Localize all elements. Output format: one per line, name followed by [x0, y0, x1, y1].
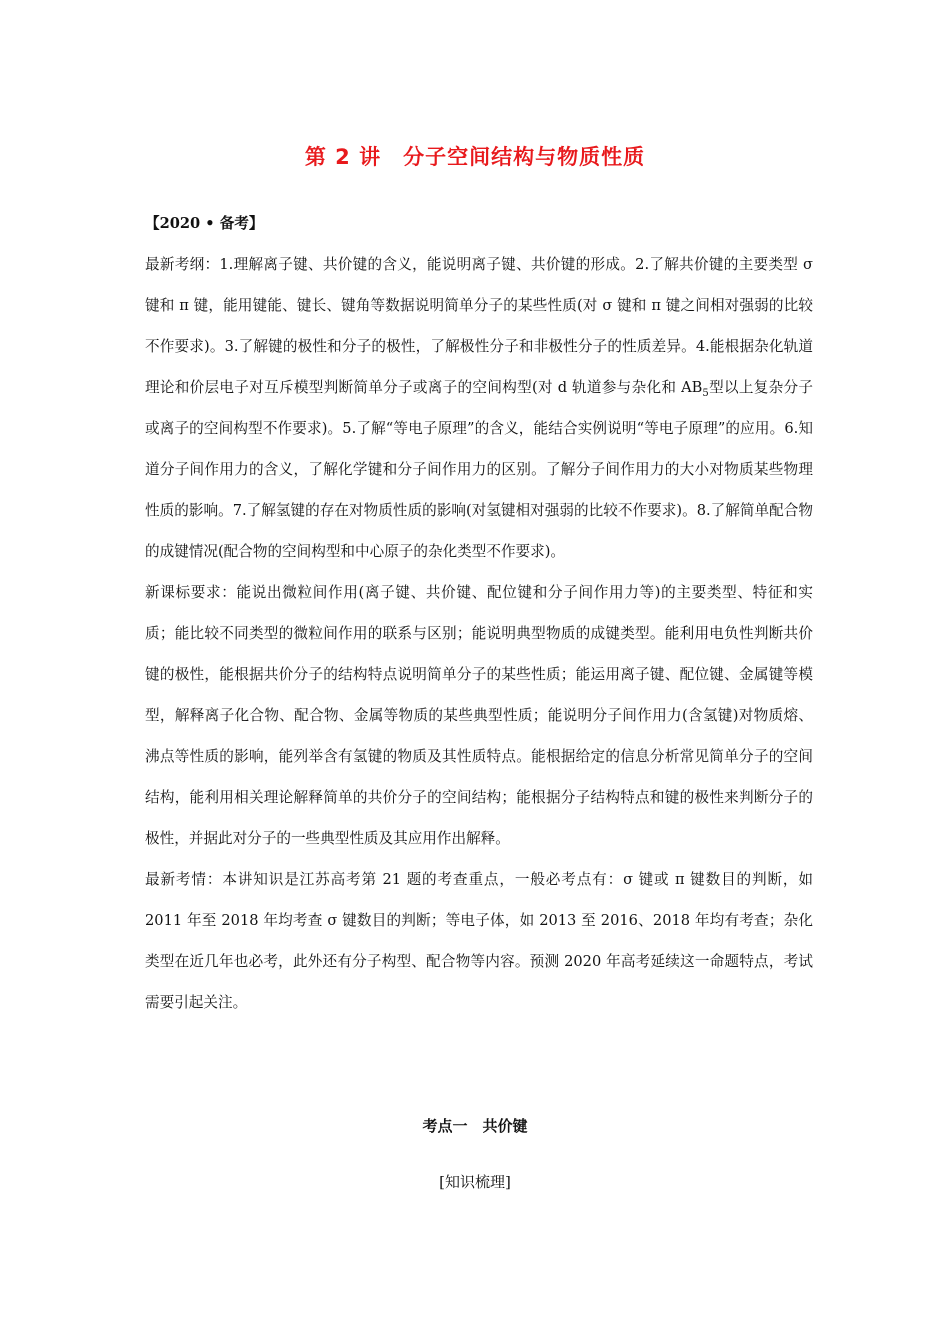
document-body	[145, 203, 813, 1023]
paragraph-syllabus: 最新考纲：1.理解离子键、共价键的含义，能说明离子键、共价键的形成。2.了解共价键的主要类型 σ 键和 π 键，能用键能、键长、键角等数据说明简单分子的某些性质(对 σ 键和 π 键之间相对强弱的比较不作要求)。3.了解键的极性和分子的极性，了解极性分子和非极性分子的性质差异。4.能根据杂化轨道理论和价层电子对互斥模型判断简单分子或离子的空间构型(对 d 轨道参与杂化和 $AB_5$型以上复杂分子或离子的空间构型不作要求)。5.了解“等电子原理”的含义，能结合实例说明“等电子原理”的应用。6.知道分子间作用力的含义，了解化学键和分子间作用力的区别。了解分子间作用力的大小对物质某些物理性质的影响。7.了解氢键的存在对物质性质的影响(对氢键相对强弱的比较不作要求)。8.了解简单配合物的成键情况(配合物的空间构型和中心原子的杂化类型不作要求)。	[145, 256, 813, 560]
prep-tag: 【2020 • 备考】	[145, 215, 264, 232]
section-heading: 考点一 共价键	[422, 1117, 528, 1135]
paragraph-curriculum: 新课标要求：能说出微粒间作用(离子键、共价键、配位键和分子间作用力等)的主要类型、特征和实质；能比较不同类型的微粒间作用的联系与区别；能说明典型物质的成键类型。能利用电负性判断共价键的极性，能根据共价分子的结构特点说明简单分子的某些性质；能运用离子键、配位键、金属键等模型，解释离子化合物、配合物、金属等物质的某些典型性质；能说明分子间作用力(含氢键)对物质熔、沸点等性质的影响，能列举含有氢键的物质及其性质特点。能根据给定的信息分析常见简单分子的空间结构，能利用相关理论解释简单的共价分子的空间结构；能根据分子结构特点和键的极性来判断分子的极性，并据此对分子的一些典型性质及其应用作出解释。	[145, 584, 813, 847]
sub-heading: [知识梳理]	[439, 1173, 511, 1191]
paragraph-exam-situation: 最新考情：本讲知识是江苏高考第 21 题的考查重点，一般必考点有：σ 键或 π 键数目的判断，如 2011 年至 2018 年均考查 σ 键数目的判断；等电子体，如 2013 至 2016、2018 年均有考查；杂化类型在近几年也必考，此外还有分子构型、配合物等内容。预测 2020 年高考延续这一命题特点，考试需要引起关注。	[145, 871, 813, 1011]
page-title: 第 2 讲 分子空间结构与物质性质	[304, 145, 646, 169]
